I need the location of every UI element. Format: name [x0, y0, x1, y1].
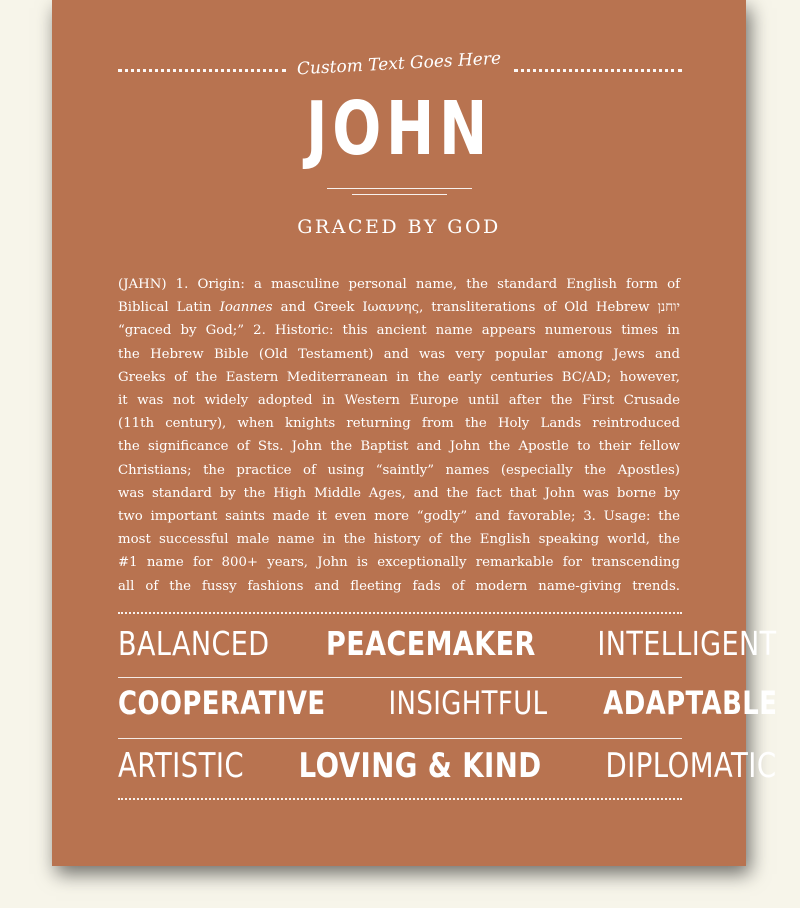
trait-word: INSIGHTFUL [388, 686, 548, 722]
definition-line: the Hebrew Bible (Old Testament) and was very popular among Jews and [118, 346, 680, 362]
name-meaning: GRACED BY GOD [297, 216, 501, 238]
definition-line: two important saints made it even more “godly” and favorable; 3. Usage: the [118, 509, 680, 525]
title-underline-bottom [352, 194, 447, 195]
traits-dotted-divider-bottom [118, 798, 682, 800]
traits-dotted-divider-top [118, 612, 682, 614]
top-dotted-divider-right [514, 69, 682, 72]
name-title: JOHN [306, 86, 492, 172]
name-poster [52, 0, 778, 866]
trait-word: ADAPTABLE [603, 686, 778, 722]
definition-line: Greeks of the Eastern Mediterranean in the early centuries BC/AD; however, [118, 369, 680, 385]
trait-row-2 [118, 686, 778, 722]
trait-word: BALANCED [118, 624, 270, 663]
trait-word: INTELLIGENT [597, 624, 777, 663]
definition-line: was standard by the High Middle Ages, and the fact that John was borne by [118, 485, 680, 501]
trait-row-3 [118, 746, 777, 785]
definition-line: it was not widely adopted in Western Europe until after the First Crusade [118, 393, 680, 409]
custom-text-header: Custom Text Goes Here [296, 48, 502, 80]
definition-line: all of the fussy fashions and fleeting fads of modern name-giving trends. [118, 578, 680, 594]
trait-word: LOVING & KIND [298, 746, 542, 785]
trait-divider [118, 738, 682, 739]
trait-word: ARTISTIC [118, 746, 245, 785]
definition-line: “graced by God;” 2. Historic: this ancient name appears numerous times in [118, 323, 680, 339]
definition-line: Christians; the practice of using “saintly” names (especially the Apostles) [118, 462, 680, 478]
trait-word: DIPLOMATIC [605, 746, 777, 785]
name-definition [118, 273, 680, 598]
definition-line: (11th century), when knights returning from the Holy Lands reintroduced [118, 416, 680, 432]
trait-word: PEACEMAKER [325, 624, 536, 663]
definition-line: (JAHN) 1. Origin: a masculine personal name, the standard English form of [118, 277, 680, 292]
definition-line: most successful male name in the history of the English speaking world, the [118, 532, 680, 548]
trait-divider [118, 677, 682, 678]
definition-line: #1 name for 800+ years, John is exceptionally remarkable for transcending [118, 555, 680, 571]
definition-line: Biblical Latin Ioannes and Greek Ιωαννης, transliterations of Old Hebrew יוחנן [118, 300, 680, 316]
trait-word: COOPERATIVE [118, 686, 326, 722]
title-underline-top [327, 188, 472, 189]
trait-row-1 [118, 624, 777, 663]
definition-line: the significance of Sts. John the Baptist and John the Apostle to their fellow [118, 439, 680, 455]
